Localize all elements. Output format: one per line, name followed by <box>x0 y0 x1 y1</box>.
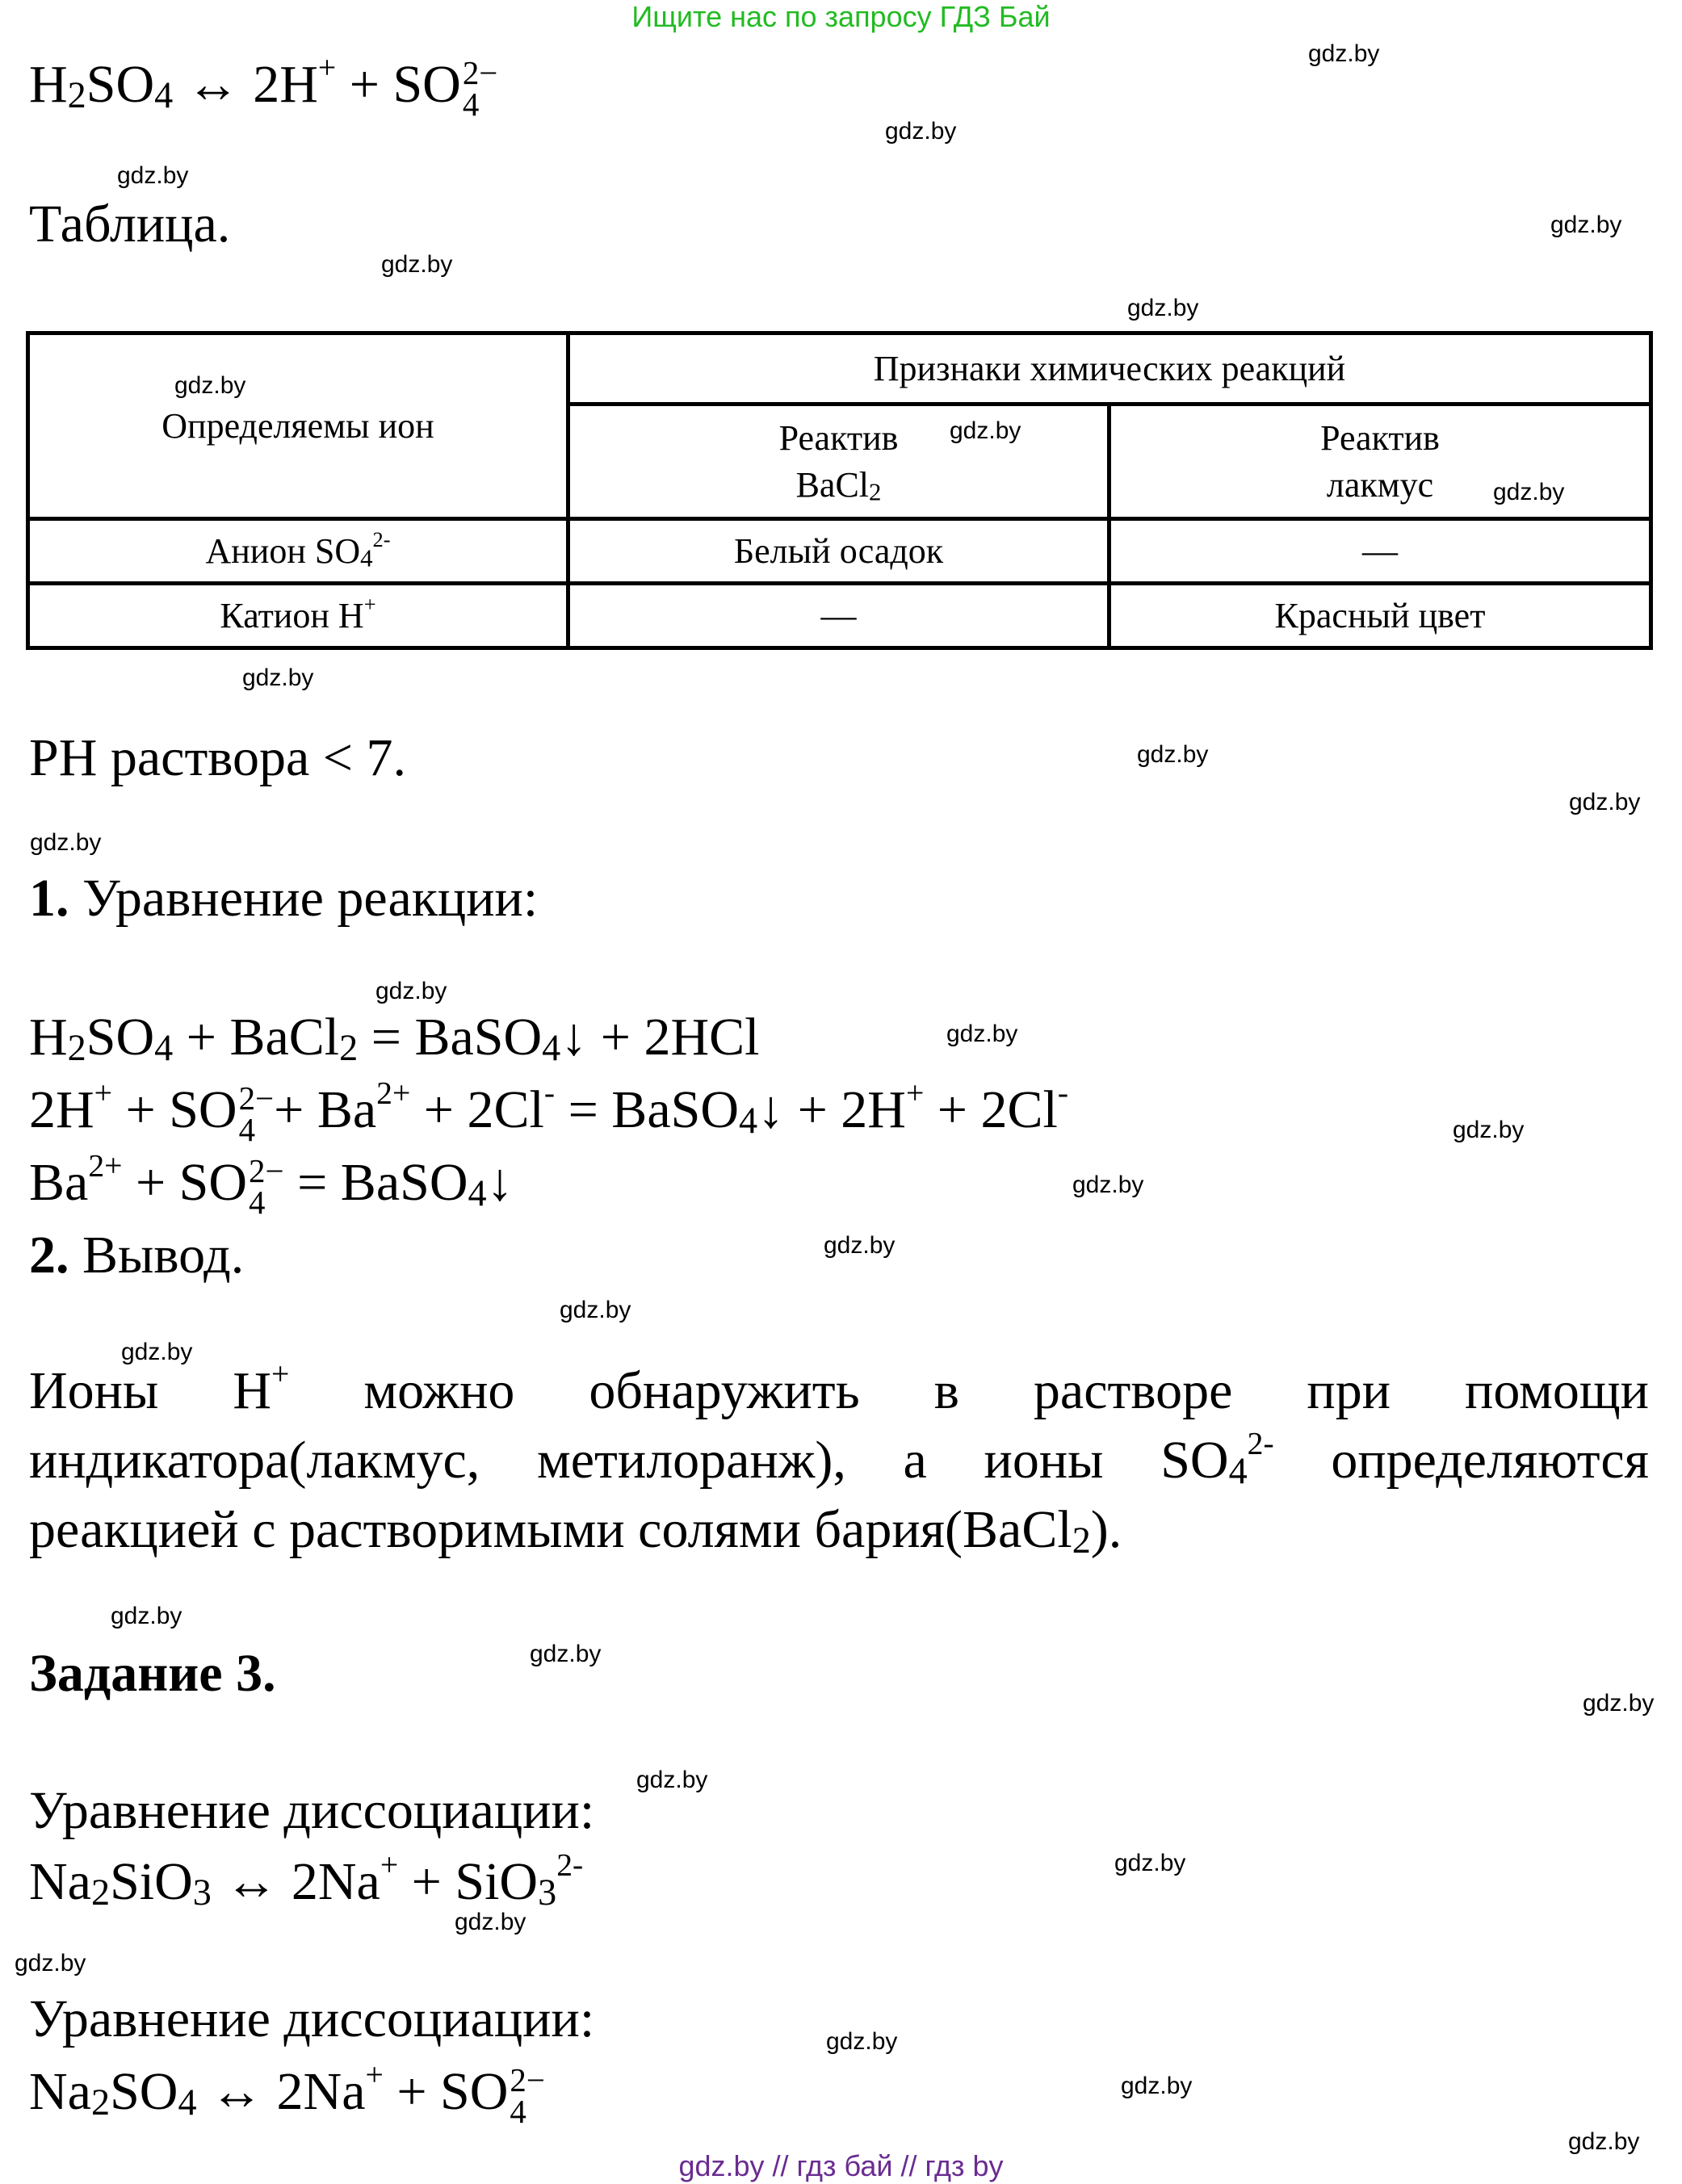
conclusion-paragraph: Ионы H+ можно обнаружить в растворе при помощи индикатора(лакмус, метилоранж), а ионы $SO_4^{2-}$ определяются реакцией с растворимыми солями бария(BaCl$_2$). <box>29 1356 1649 1561</box>
table-row <box>28 584 1651 648</box>
watermark: gdz.by <box>1550 212 1622 238</box>
equation-na2sio3: $Na_2SiO_3$ ↔ 2Na+ + SiO$_3^{2-}$ <box>29 1847 584 1913</box>
watermark: gdz.by <box>381 251 453 278</box>
table-title: Таблица. <box>29 195 231 254</box>
watermark: gdz.by <box>636 1767 708 1793</box>
dissociation-label: Уравнение диссоциации: <box>29 1989 595 2048</box>
table-row <box>28 519 1651 584</box>
header-banner: Ищите нас по запросу ГДЗ Бай <box>631 0 1051 33</box>
watermark: gdz.by <box>1114 1850 1186 1876</box>
watermark: gdz.by <box>121 1339 193 1365</box>
equation-full-ionic: 2H+ + SO 2− 4 + $Ba^{2+} + 2Cl^-$ = BaSO$_4$↓ + 2H+ + 2Cl- <box>29 1075 1069 1148</box>
col-header-ion: Определяемы ион <box>28 333 568 519</box>
watermark: gdz.by <box>1121 2073 1193 2099</box>
watermark: gdz.by <box>824 1232 896 1259</box>
watermark: gdz.by <box>117 162 189 189</box>
equation-molecular: $H_2SO_4$ + BaCl$_2$ = BaSO$_4$↓ + 2HCl <box>29 1008 760 1068</box>
cell-bacl2: — <box>568 584 1109 648</box>
watermark: gdz.by <box>375 978 447 1004</box>
footer-banner: gdz.by // гдз бай // гдз by <box>678 2149 1004 2182</box>
watermark: gdz.by <box>1308 40 1380 67</box>
cell-bacl2: Белый осадок <box>568 519 1109 584</box>
watermark: gdz.by <box>1568 2128 1640 2155</box>
watermark: gdz.by <box>1453 1117 1525 1143</box>
watermark: gdz.by <box>15 1950 86 1976</box>
item-2-heading: 2. Вывод. <box>29 1226 245 1285</box>
watermark: gdz.by <box>946 1021 1018 1047</box>
item-1-heading: 1. Уравнение реакции: <box>29 869 539 928</box>
watermark: gdz.by <box>455 1909 526 1935</box>
watermark: gdz.by <box>1569 789 1641 815</box>
watermark: gdz.by <box>950 417 1021 444</box>
watermark: gdz.by <box>1127 295 1199 321</box>
watermark: gdz.by <box>826 2028 898 2055</box>
watermark: gdz.by <box>1583 1690 1655 1717</box>
watermark: gdz.by <box>30 829 102 856</box>
task-3-title: Задание 3. <box>29 1644 276 1703</box>
group-header-signs: Признаки химических реакций <box>568 333 1651 405</box>
watermark: gdz.by <box>885 118 957 145</box>
cell-litmus: Красный цвет <box>1109 584 1651 648</box>
watermark: gdz.by <box>111 1603 182 1629</box>
dissociation-label: Уравнение диссоциации: <box>29 1781 595 1840</box>
equation-na2so4: $Na_2SO_4$ ↔ 2Na+ + SO 2− 4 <box>29 2056 545 2130</box>
col-header-litmus: Реактив лакмус <box>1109 405 1651 519</box>
equation-short-ionic: $Ba^{2+}$ + SO 2− 4 = BaSO$_4$↓ <box>29 1147 514 1221</box>
watermark: gdz.by <box>1493 479 1565 505</box>
col-header-bacl2: Реактив BaCl$_2$ <box>568 405 1109 519</box>
cell-ion: Анион $SO_4^{2-}$ <box>28 519 568 584</box>
watermark: gdz.by <box>1137 741 1209 768</box>
equation-h2so4-dissociation: $H_2SO_4$ ↔ 2H+ + SO 2− 4 <box>29 49 498 123</box>
watermark: gdz.by <box>560 1297 631 1323</box>
watermark: gdz.by <box>1072 1172 1144 1198</box>
watermark: gdz.by <box>242 664 314 691</box>
ion-detection-table <box>26 331 1653 650</box>
ph-statement: PH раствора < 7. <box>29 728 407 787</box>
cell-ion: Катион H+ <box>28 584 568 648</box>
watermark: gdz.by <box>530 1641 602 1667</box>
watermark: gdz.by <box>174 372 246 399</box>
cell-litmus: — <box>1109 519 1651 584</box>
